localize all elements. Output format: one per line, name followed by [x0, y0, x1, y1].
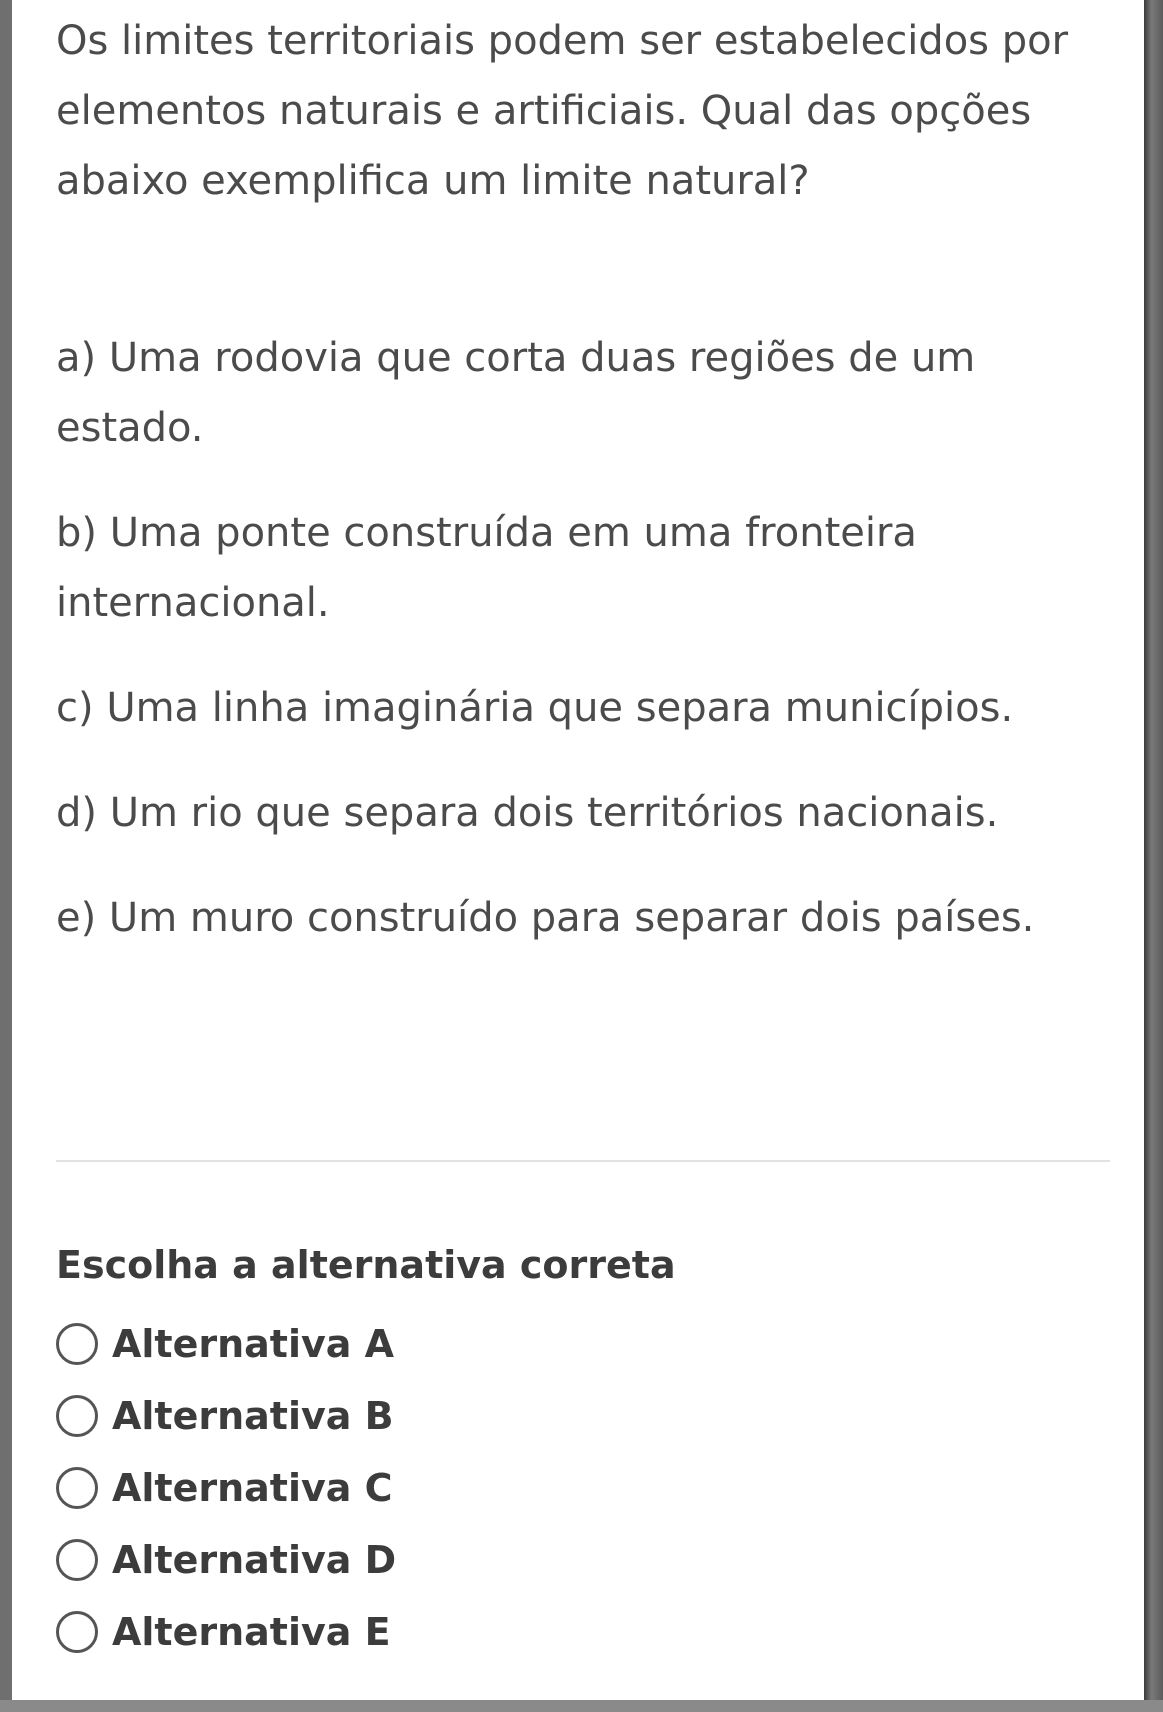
window-edge [1144, 0, 1163, 1712]
radio-button-icon[interactable] [56, 1395, 98, 1437]
choice-e-label[interactable]: Alternativa E [112, 1610, 391, 1654]
answer-prompt: Escolha a alternativa correta [56, 1243, 676, 1287]
choice-c[interactable] [56, 1452, 396, 1524]
radio-button-icon[interactable] [56, 1323, 98, 1365]
divider [56, 1160, 1110, 1162]
choice-b-label[interactable]: Alternativa B [112, 1394, 394, 1438]
answer-choices [56, 1308, 396, 1668]
option-a: a) Uma rodovia que corta duas regiões de um estado. [56, 335, 976, 451]
choice-c-label[interactable]: Alternativa C [112, 1466, 393, 1510]
choice-b[interactable] [56, 1380, 396, 1452]
option-d: d) Um rio que separa dois territórios nacionais. [56, 790, 999, 836]
option-e: e) Um muro construído para separar dois países. [56, 895, 1035, 941]
choice-e[interactable] [56, 1596, 396, 1668]
option-c: c) Uma linha imaginária que separa municípios. [56, 685, 1014, 731]
quiz-card [12, 0, 1144, 1700]
choice-d[interactable] [56, 1524, 396, 1596]
radio-button-icon[interactable] [56, 1539, 98, 1581]
choice-a-label[interactable]: Alternativa A [112, 1322, 395, 1366]
choice-a[interactable] [56, 1308, 396, 1380]
choice-d-label[interactable]: Alternativa D [112, 1538, 397, 1582]
window-bottom-edge [0, 1700, 1163, 1712]
option-list [56, 323, 1126, 988]
radio-button-icon[interactable] [56, 1467, 98, 1509]
option-b: b) Uma ponte construída em uma fronteira internacional. [56, 510, 917, 626]
question-text: Os limites territoriais podem ser estabelecidos por elementos naturais e artificiais. Qual das opções abaixo exemplifica um limite natural? [56, 18, 1069, 204]
radio-button-icon[interactable] [56, 1611, 98, 1653]
